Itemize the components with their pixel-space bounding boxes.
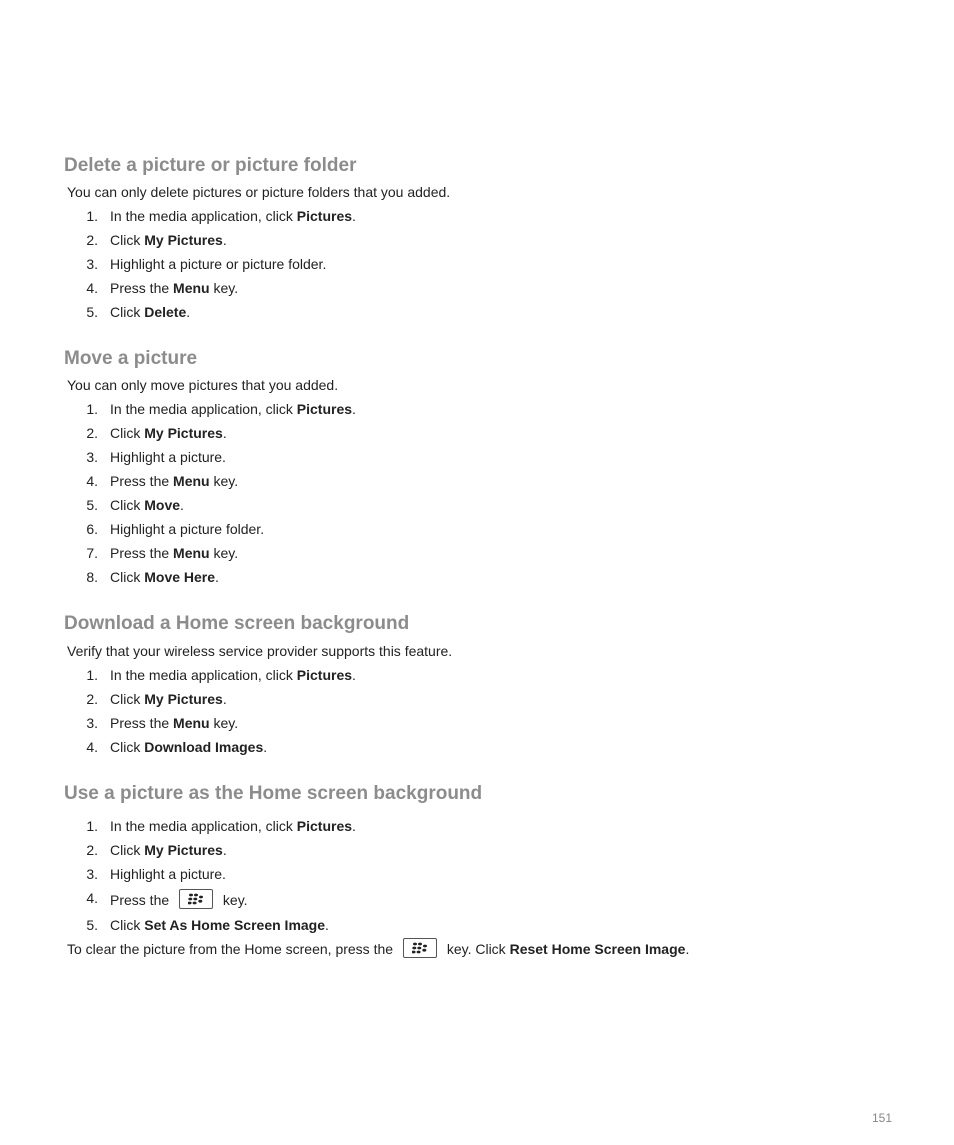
step-number: 4. xyxy=(86,890,98,906)
step-number: 3. xyxy=(86,449,98,465)
step-number: 2. xyxy=(86,842,98,858)
section-intro: Verify that your wireless service provider supports this feature. xyxy=(67,643,453,659)
blackberry-menu-key-icon xyxy=(403,938,437,958)
step-number: 4. xyxy=(86,280,98,296)
step-number: 5. xyxy=(86,304,98,320)
step-text: Press the key. xyxy=(110,889,248,909)
step-number: 5. xyxy=(86,497,98,513)
section-title: Delete a picture or picture folder xyxy=(64,155,357,176)
step-number: 8. xyxy=(86,569,98,585)
section-intro: You can only delete pictures or picture folders that you added. xyxy=(67,184,451,200)
step-number: 3. xyxy=(86,866,98,882)
step-text: Click Move. xyxy=(110,497,184,513)
step-number: 3. xyxy=(86,256,98,272)
step-text: Click Set As Home Screen Image. xyxy=(110,917,329,933)
step-text: Press the Menu key. xyxy=(110,715,239,731)
section-title: Download a Home screen background xyxy=(64,613,410,634)
step-text: Click Delete. xyxy=(110,304,191,320)
step-text: Highlight a picture or picture folder. xyxy=(110,256,327,272)
step-number: 6. xyxy=(86,521,98,537)
step-text: In the media application, click Pictures. xyxy=(110,667,356,683)
step-number: 3. xyxy=(86,715,98,731)
page-number: 151 xyxy=(872,1111,893,1125)
section-title: Move a picture xyxy=(64,348,198,369)
section-title: Use a picture as the Home screen background xyxy=(64,783,483,804)
section-intro: You can only move pictures that you added. xyxy=(67,377,339,393)
step-text: Click Download Images. xyxy=(110,739,268,755)
step-text: In the media application, click Pictures. xyxy=(110,208,356,224)
step-text: Click My Pictures. xyxy=(110,691,227,707)
step-number: 1. xyxy=(86,208,98,224)
step-number: 2. xyxy=(86,691,98,707)
step-text: Press the Menu key. xyxy=(110,545,239,561)
step-text: Highlight a picture. xyxy=(110,866,226,882)
blackberry-menu-key-icon xyxy=(179,889,213,909)
step-text: Press the Menu key. xyxy=(110,280,239,296)
step-text: Press the Menu key. xyxy=(110,473,239,489)
step-number: 1. xyxy=(86,401,98,417)
step-text: Click My Pictures. xyxy=(110,425,227,441)
step-text: In the media application, click Pictures. xyxy=(110,818,356,834)
step-text: Click My Pictures. xyxy=(110,842,227,858)
step-number: 2. xyxy=(86,232,98,248)
step-number: 2. xyxy=(86,425,98,441)
step-number: 4. xyxy=(86,739,98,755)
step-number: 1. xyxy=(86,667,98,683)
step-number: 4. xyxy=(86,473,98,489)
step-text: Click My Pictures. xyxy=(110,232,227,248)
step-text: Click Move Here. xyxy=(110,569,219,585)
step-text: In the media application, click Pictures. xyxy=(110,401,356,417)
step-number: 1. xyxy=(86,818,98,834)
step-number: 5. xyxy=(86,917,98,933)
step-text: Highlight a picture. xyxy=(110,449,226,465)
clear-background-note: To clear the picture from the Home screen, press the key. Click Reset Home Screen Image. xyxy=(67,938,689,958)
step-number: 7. xyxy=(86,545,98,561)
step-text: Highlight a picture folder. xyxy=(110,521,265,537)
